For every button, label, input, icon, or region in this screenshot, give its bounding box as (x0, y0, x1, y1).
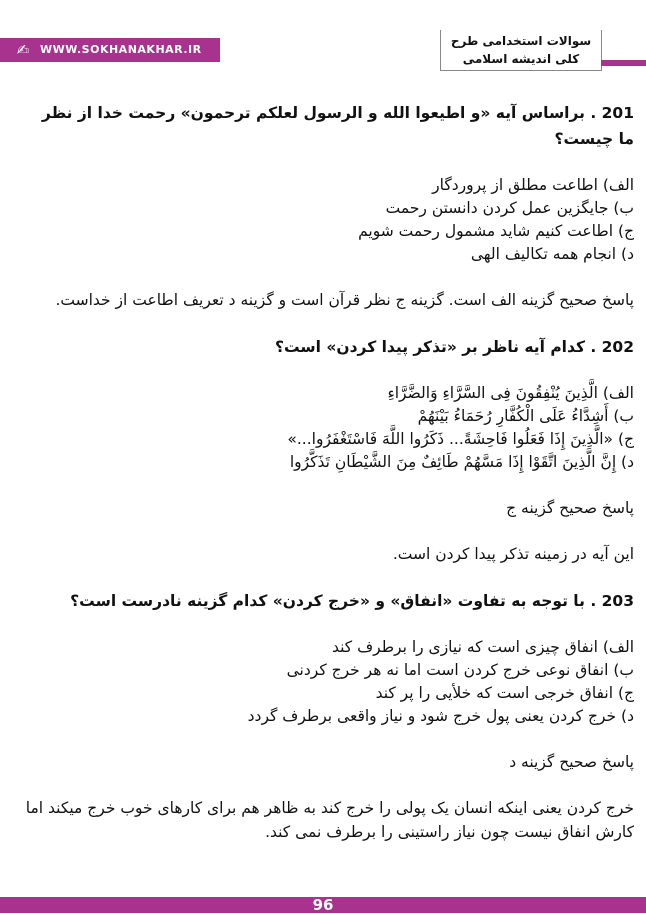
option-item: ب) جایگزین عمل کردن دانستن رحمت (385, 199, 634, 217)
question-text: 203 . با توجه به تفاوت «انفاق» و «خرج کردن» کدام گزینه نادرست است؟ (70, 592, 634, 610)
option-item: الف) الَّذِینَ یُنْفِقُونَ فِی السَّرَّاءِ وَالضَّرَّاءِ (387, 384, 634, 402)
page-footer (0, 897, 646, 913)
option-item: ب) انفاق نوعی خرج کردن است اما نه هر خرج کردنی (286, 661, 634, 679)
question-201 (24, 100, 634, 312)
explanation-text: خرج کردن یعنی اینکه انسان یک پولی را خرج کند به ظاهر هم برای کارهای خوب خرج میکند اما کارش انفاق نیست چون نیاز راستینی را برطرف نمی کند. (25, 799, 634, 841)
page-content (24, 100, 634, 844)
option-item: ج) «الَّذِینَ إِذَا فَعَلُوا فَاحِشَةً... ذَکَرُوا اللَّهَ فَاسْتَغْفَرُوا...» (287, 430, 634, 448)
answer-text: پاسخ صحیح گزینه د (509, 753, 634, 771)
question-text: 201 . براساس آیه «و اطیعوا الله و الرسول لعلکم ترحمون» رحمت خدا از نظر ما چیست؟ (41, 104, 634, 148)
header-accent-bar (601, 60, 646, 66)
option-item: الف) انفاق چیزی است که نیازی را برطرف کند (331, 638, 634, 656)
options-list (24, 174, 634, 266)
site-url[interactable]: WWW.SOKHANAKHAR.IR (40, 43, 202, 56)
page-header (0, 0, 646, 80)
option-item: د) خرج کردن یعنی پول خرج شود و نیاز واقعی برطرف گردد (247, 707, 634, 725)
answer-text: پاسخ صحیح گزینه الف است. گزینه ج نظر قرآن است و گزینه د تعریف اطاعت از خداست. (55, 291, 634, 309)
options-list (24, 636, 634, 728)
pen-logo-icon: ✍ (16, 41, 30, 59)
option-item: ج) انفاق خرجی است که خلأیی را پر کند (375, 684, 634, 702)
explanation-text: این آیه در زمینه تذکر پیدا کردن است. (392, 545, 634, 563)
option-item: الف) اطاعت مطلق از پروردگار (432, 176, 634, 194)
question-203 (24, 588, 634, 844)
option-item: د) انجام همه تکالیف الهی (470, 245, 634, 263)
book-title-line-1: سوالات استخدامی طرح (450, 34, 592, 48)
page-number: 96 (312, 896, 334, 914)
option-item: ب) أَشِدَّاءُ عَلَی الْکُفَّارِ رُحَمَاءُ بَیْنَهُمْ (417, 407, 634, 425)
options-list (24, 382, 634, 474)
answer-text: پاسخ صحیح گزینه ج (506, 499, 634, 517)
question-text: 202 . کدام آیه ناظر بر «تذکر پیدا کردن» است؟ (275, 338, 634, 356)
question-202 (24, 334, 634, 566)
book-title-line-2: کلی اندیشه اسلامی (462, 52, 580, 66)
book-title-box (440, 30, 602, 71)
option-item: د) إِنَّ الَّذِینَ اتَّقَوْا إِذَا مَسَّهُمْ طَائِفٌ مِنَ الشَّیْطَانِ تَذَکَّرُوا (289, 453, 634, 471)
option-item: ج) اطاعت کنیم شاید مشمول رحمت شویم (358, 222, 634, 240)
